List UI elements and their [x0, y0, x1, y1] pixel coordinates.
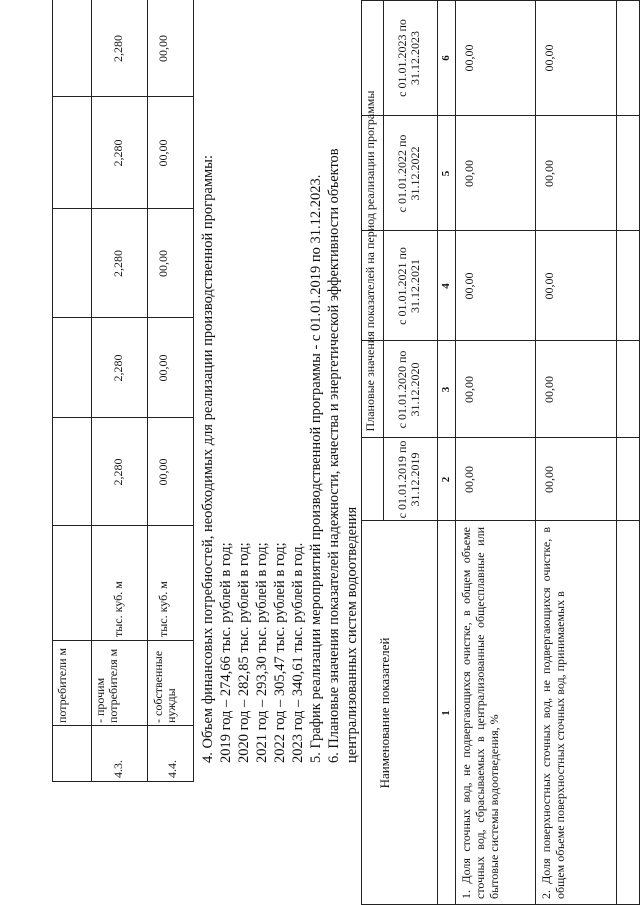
top-row-name: потребители м [55, 647, 69, 723]
top-row-value: 2,280 [111, 250, 125, 277]
col-number: 1 [440, 710, 452, 716]
indicator-value: 00,00 [542, 272, 556, 300]
finance-line: 2023 год – 340,61 тыс. рублей в год. [290, 542, 306, 763]
col-header-group: Плановые значения показателей на период реализации программы [363, 90, 377, 432]
top-row-unit: тыс. куб. м [111, 581, 125, 637]
indicator-name: 2. Доля поверхностных сточных вод, не подвергающихся очистке, в общем объеме поверхностных сточных вод, принимаемых в [539, 527, 567, 899]
col-number: 2 [440, 476, 452, 483]
col-header-period: с 01.01.2022 по 31.12.2022 [395, 134, 422, 213]
top-row-name: - собственные нужды [151, 650, 178, 723]
top-row-value: 00,00 [156, 250, 170, 277]
indicator-value: 00,00 [462, 376, 476, 403]
indicator-value: 00,00 [542, 44, 556, 72]
top-row-value: 2,280 [111, 35, 125, 62]
col-number: 4 [440, 283, 452, 289]
top-row-value: 2,280 [111, 139, 125, 167]
section-5-text: 5. График реализации мероприятий производственной программы - с 01.01.2019 по 31.12.2023. [308, 174, 324, 763]
col-number: 5 [440, 170, 452, 177]
finance-line: 2020 год – 282,85 тыс. рублей в год; [236, 542, 252, 763]
top-row-num: 4.4. [165, 760, 179, 778]
indicator-value: 00,00 [462, 44, 476, 72]
indicator-value: 00,00 [542, 466, 556, 493]
finance-line: 2021 год – 293,30 тыс. рублей в год; [254, 542, 270, 763]
col-header-name: Наименование показателей [377, 637, 392, 789]
indicator-value: 00,00 [542, 160, 556, 187]
col-header-period: с 01.01.2023 по 31.12.2023 [395, 19, 422, 97]
col-number: 6 [440, 55, 452, 61]
finance-line: 2022 год – 305,47 тыс. рублей в год; [272, 542, 288, 763]
top-row-unit: тыс. куб. м [156, 581, 170, 637]
indicator-value: 00,00 [462, 466, 476, 493]
col-header-period: с 01.01.2020 по 31.12.2020 [395, 350, 422, 429]
col-header-period: с 01.01.2021 по 31.12.2021 [395, 247, 422, 325]
top-row-value: 00,00 [156, 354, 170, 382]
top-row-value: 2,280 [111, 458, 125, 486]
col-header-period: с 01.01.2019 по 31.12.2019 [395, 440, 422, 519]
col-number: 3 [440, 386, 452, 393]
top-row-num: 4.3. [111, 760, 125, 778]
top-row-value: 00,00 [156, 35, 170, 62]
section-6-line1: 6. Плановые значения показателей надежности, качества и энергетической эффективности объектов [326, 148, 342, 763]
indicator-value: 00,00 [542, 376, 556, 403]
top-row-value: 00,00 [156, 458, 170, 486]
indicator-value: 00,00 [462, 160, 476, 187]
finance-line: 2019 год – 274,66 тыс. рублей в год; [218, 542, 234, 763]
section-4-title: 4. Объем финансовых потребностей, необходимых для реализации производственной программы: [200, 155, 216, 763]
indicator-name: 1. Доля сточных вод, не подвергающихся очистке, в общем объеме сточных вод, сбрасываемых в централизованные общесплавные или бытовые системы водоотведения, % [459, 527, 501, 899]
indicator-value: 00,00 [462, 272, 476, 300]
top-row-value: 00,00 [156, 139, 170, 167]
top-row-name: - прочим потребителя м [93, 648, 120, 723]
top-row-value: 2,280 [111, 354, 125, 382]
section-6-line2: централизованных систем водоотведения [344, 506, 360, 763]
